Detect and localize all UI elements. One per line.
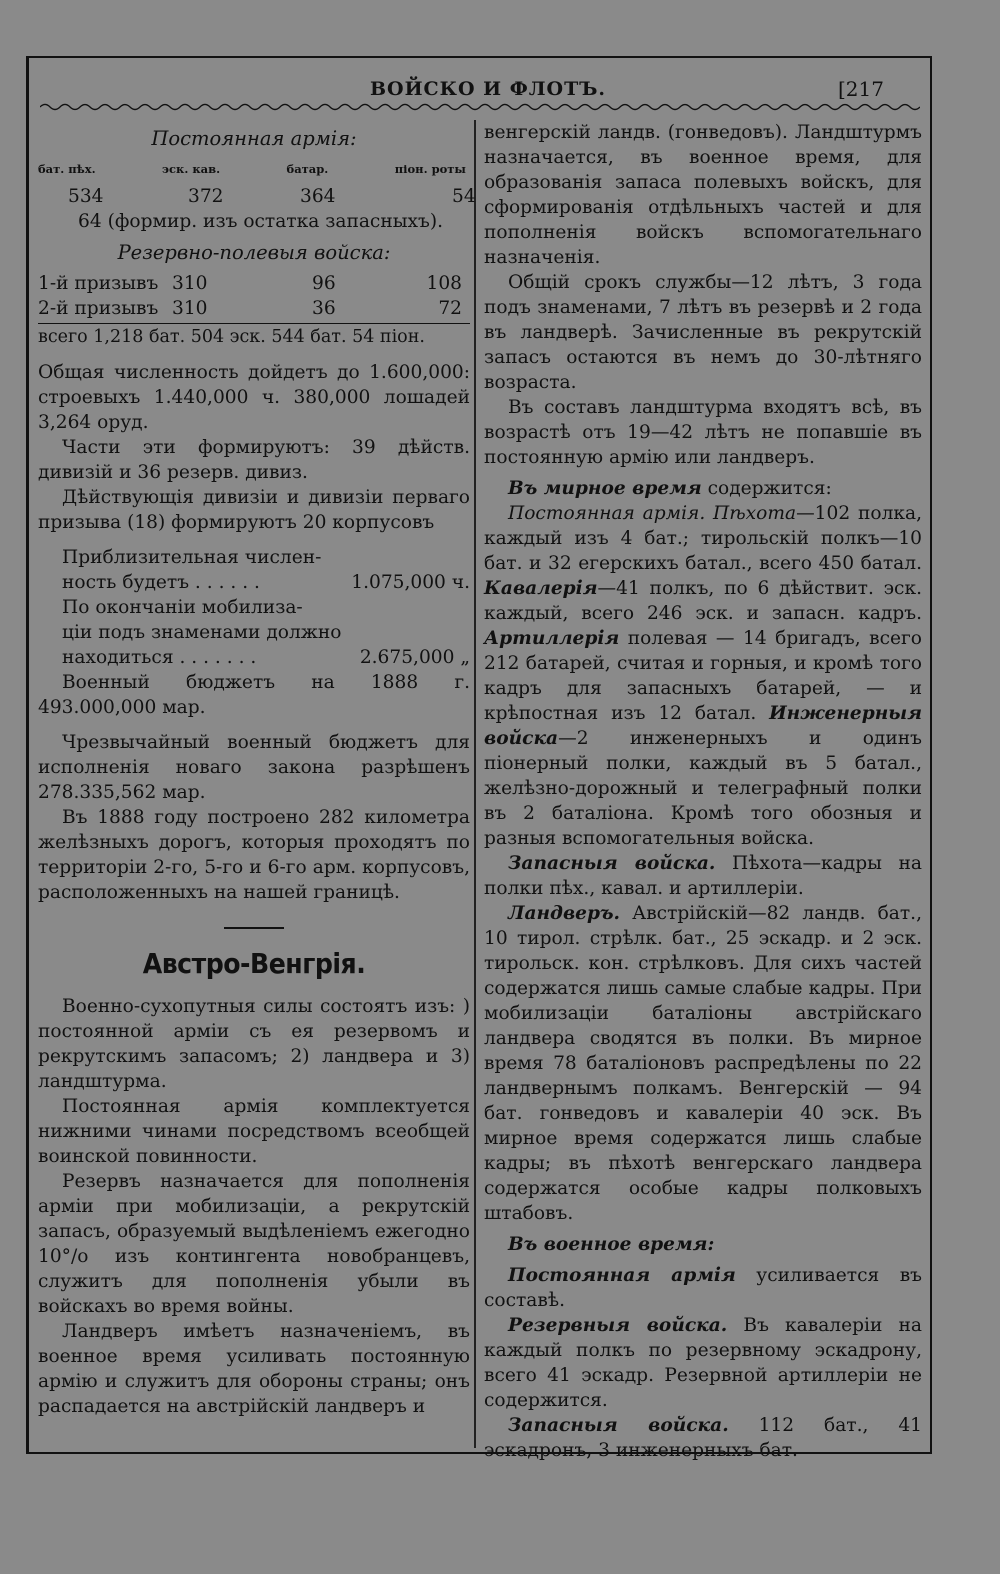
leader-value: 1.075,000 ч.: [351, 572, 470, 593]
unit-head: эск. кав.: [162, 162, 221, 176]
run-in-heading: Кавалерія: [484, 578, 598, 599]
wavy-rule: [40, 100, 920, 114]
paragraph: Дѣйствующія дивизіи и дивизіи перваго призыва (18) формируютъ 20 корпусовъ: [38, 487, 470, 533]
total-line: всего 1,218 бат. 504 эск. 544 бат. 54 піон.: [38, 323, 470, 350]
value-cell: 310: [172, 273, 208, 294]
run-in-heading: Запасныя войска.: [508, 1415, 729, 1436]
mob-line: ціи подъ знаменами должно: [62, 622, 342, 643]
unit-headings: [38, 157, 470, 182]
page-number: [217: [838, 77, 884, 101]
value-cell: 372: [188, 186, 224, 207]
right-column: [484, 120, 922, 1463]
value-cell: 310: [172, 298, 208, 319]
mob-line: [38, 645, 470, 670]
run-in-heading: Запасныя войска.: [508, 853, 716, 874]
text-run: полевая — 14 бригадъ, всего 212 батарей, считая и горныя, и кромѣ того кадръ для запасныхъ батарей, — и крѣпостная изъ 12 батал.: [484, 628, 922, 724]
reserve-label: 2-й призывъ: [38, 298, 159, 319]
run-in-heading: Въ военное время:: [508, 1234, 715, 1255]
approx-line: [38, 570, 470, 595]
run-in-heading: Артиллерія: [484, 628, 620, 649]
mob-line: По окончаніи мобилиза-: [62, 597, 303, 618]
reserve-title: Резервно-полевыя войска:: [117, 241, 391, 264]
reserve-row: [38, 271, 470, 296]
paragraph: [484, 476, 922, 501]
column-divider: [474, 120, 476, 1448]
paragraph: Чрезвычайный военный бюджетъ для исполненія новаго закона разрѣшенъ 278.335,562 мар.: [38, 732, 470, 803]
run-in-heading: Резервныя войска.: [508, 1315, 728, 1336]
text-run: Пѣхота—кадры на полки пѣх., кавал. и артиллеріи.: [484, 853, 922, 899]
text-run: —2 инженерныхъ и одинъ піонерный полки, каждый въ 5 батал., желѣзно-дорожный и телеграфный полки въ 2 баталіона. Кромѣ того обозныя и разныя вспомогательныя войска.: [484, 728, 922, 849]
paragraph: [484, 1313, 922, 1413]
paragraph: Части эти формируютъ: 39 дѣйств. дивизій и 36 резерв. дивиз.: [38, 437, 470, 483]
reserve-label: 1-й призывъ: [38, 273, 159, 294]
paragraph: [484, 1263, 922, 1313]
value-cell: 534: [68, 186, 104, 207]
paragraph: Ландверъ имѣетъ назначеніемъ, въ военное время усиливать постоянную армію и служитъ для обороны страны; онъ распадается на австрійскій ландверъ и: [38, 1320, 470, 1417]
unit-head: батар.: [286, 162, 329, 176]
leader-label: ность будетъ . . . . . .: [62, 572, 260, 593]
budget-line: Военный бюджетъ на 1888 г. 493.000,000 мар.: [38, 672, 470, 718]
approx-line: Приблизительная числен-: [62, 547, 322, 568]
perm-note: 64 (формир. изъ остатка запасныхъ).: [78, 211, 444, 232]
run-in-heading: Постоянная армія: [508, 1265, 736, 1286]
paragraph: [484, 1232, 922, 1257]
paragraph: Постоянная армія комплектуется нижними чинами посредствомъ всеобщей воинской повинности.: [38, 1095, 470, 1167]
unit-head: піон. роты: [394, 162, 466, 176]
leader-label: находиться . . . . . . .: [62, 647, 257, 668]
paragraph: [484, 1413, 922, 1463]
paragraph: [484, 501, 922, 851]
section-separator: [224, 927, 284, 929]
paragraph: Военно-сухопутныя силы состоятъ изъ: ) постоянной арміи съ ея резервомъ и рекрутскимъ запасомъ; 2) ландвера и 3) ландштурма.: [38, 995, 470, 1092]
perm-values-row: [38, 184, 476, 209]
running-header-title: ВОЙСКО И ФЛОТЪ.: [370, 78, 607, 100]
left-column: [38, 120, 476, 1419]
text-run: Въ кавалеріи на каждый полкъ по резервному эскадрону, всего 41 эскадр. Резервной артиллеріи не содержится.: [484, 1315, 922, 1411]
text-run: Австрійскій—82 ландв. бат., 10 тирол. стрѣлк. бат., 25 эскадр. и 2 эск. тирольск. кон. стрѣлковъ. Для сихъ частей содержатся лишь самые слабые кадры. При мобилизаціи баталіоны австрійскаго ландвера сводятся въ полки. Въ мирное время 78 баталіоновъ распредѣлены по 22 ландвернымъ полкамъ. Венгерскій — 94 бат. гонведовъ и кавалеріи 40 эск. Въ мирное время содержатся лишь слабые кадры; въ пѣхотѣ венгерскаго ландвера содержатся особые кадры полковыхъ штабовъ.: [484, 903, 922, 1224]
value-cell: 96: [312, 273, 336, 294]
run-in-heading: Постоянная армія. Пѣхота: [508, 503, 797, 524]
run-in-heading: Ландверъ.: [508, 903, 621, 924]
leader-value: 2.675,000 „: [359, 647, 470, 668]
value-cell: 364: [300, 186, 336, 207]
value-cell: 108: [426, 273, 462, 294]
paragraph: Резервъ назначается для пополненія арміи при мобилизаціи, а рекрутскій запасъ, образуемый выдѣленіемъ ежегодно 10°/о изъ контингента новобранцевъ, служитъ для пополненія убыли въ войскахъ во время войны.: [38, 1170, 470, 1317]
paragraph: Въ составъ ландштурма входятъ всѣ, въ возрастѣ отъ 19—42 лѣтъ не попавшіе въ постоянную армію или ландверъ.: [484, 397, 922, 468]
paragraph: [484, 851, 922, 901]
text-run: содержится:: [701, 478, 832, 499]
value-cell: 54: [452, 186, 476, 207]
paragraph: Общая численность дойдетъ до 1.600,000: строевыхъ 1.440,000 ч. 380,000 лошадей 3,264 оруд.: [38, 362, 470, 433]
paragraph: Общій срокъ службы—12 лѣтъ, 3 года подъ знаменами, 7 лѣтъ въ резервѣ и 2 года въ ландверѣ. Зачисленные въ рекрутскій запасъ остаются въ немъ до 30-лѣтняго возраста.: [484, 272, 922, 393]
perm-army-title: Постоянная армія:: [151, 127, 357, 150]
section-title: Австро-Венгрія.: [142, 946, 366, 980]
value-cell: 72: [438, 298, 462, 319]
paragraph: венгерскій ландв. (гонведовъ). Ландштурмъ назначается, въ военное время, для образованія запаса полевыхъ войскъ, для сформированія отдѣльныхъ частей и для пополненія войскъ вспомогательнаго назначенія.: [484, 122, 922, 268]
reserve-row: [38, 296, 470, 321]
unit-head: бат. пѣх.: [38, 162, 96, 176]
paragraph: Въ 1888 году построено 282 километра желѣзныхъ дорогъ, которыя проходятъ по территоріи 2-го, 5-го и 6-го арм. корпусовъ, расположенныхъ на нашей границѣ.: [38, 807, 470, 903]
run-in-heading: Инженерныя войска: [484, 703, 922, 749]
text-run: —41 полкъ, по 6 дѣйствит. эск. каждый, всего 246 эск. и запасн. кадръ.: [484, 578, 922, 624]
paragraph: [484, 901, 922, 1226]
run-in-heading: Въ мирное время: [508, 478, 702, 499]
text-run: усиливается въ составѣ.: [484, 1265, 923, 1311]
value-cell: 36: [312, 298, 336, 319]
text-run: 112 бат., 41 эскадронъ, 3 инженерныхъ бат.: [484, 1415, 922, 1461]
text-run: —102 полка, каждый изъ 4 бат.; тирольскій полкъ—10 бат. и 32 егерскихъ батал., всего 450 батал.: [484, 503, 922, 574]
